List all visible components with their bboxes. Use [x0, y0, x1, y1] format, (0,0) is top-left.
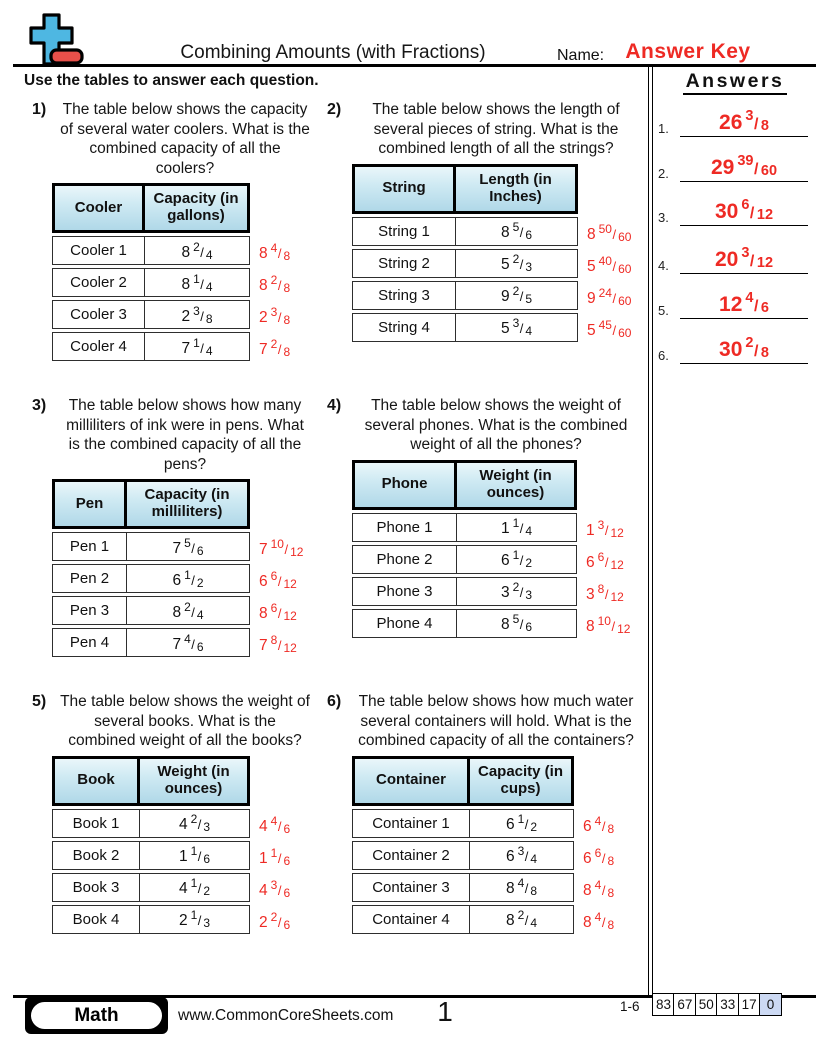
answer-number: 2.: [658, 166, 669, 181]
converted-answers-column: [259, 756, 290, 937]
row-value: [140, 873, 250, 902]
name-value-answer-key: Answer Key: [625, 40, 751, 63]
answers-panel-divider: [648, 67, 653, 996]
row-value: [457, 545, 577, 574]
column-header: Phone: [352, 460, 457, 510]
score-box: 83: [652, 993, 675, 1016]
table-row: [352, 809, 574, 838]
row-label: Cooler 1: [52, 236, 145, 265]
row-value: [470, 905, 574, 934]
table-row: [52, 905, 250, 934]
table-with-answers: [52, 479, 352, 660]
answer-number: 1.: [658, 121, 669, 136]
table-row: [352, 905, 574, 934]
row-label: String 3: [352, 281, 456, 310]
problem-5: [30, 692, 352, 937]
row-value: [127, 596, 250, 625]
table-row: [52, 236, 250, 265]
row-label: String 1: [352, 217, 456, 246]
column-header: Capacity (in gallons): [145, 183, 250, 233]
table-row: [352, 313, 578, 342]
row-label: String 4: [352, 313, 456, 342]
table-row: [352, 281, 578, 310]
row-value: [140, 841, 250, 870]
answer-number: 3.: [658, 210, 669, 225]
question-text: The table below shows the weight of several books. What is the combined weight of all the books?: [60, 693, 310, 750]
converted-answer: 2 $^3$/ 8: [259, 305, 291, 328]
table-with-answers: [352, 164, 647, 345]
row-value: [470, 809, 574, 838]
column-header: Cooler: [52, 183, 145, 233]
data-table: [52, 479, 250, 657]
row-value: [457, 513, 577, 542]
row-value: [470, 841, 574, 870]
row-label: Phone 2: [352, 545, 457, 574]
answer-line: [680, 190, 808, 226]
problem-6: [325, 692, 647, 937]
table-with-answers: [352, 460, 647, 641]
answer-fraction: 12 4/ 6: [719, 290, 769, 316]
row-value: [456, 313, 578, 342]
answer-line: [680, 283, 808, 319]
converted-answer: 4 $^3$/ 6: [259, 877, 291, 900]
row-value: [456, 249, 578, 278]
column-header: Capacity (in cups): [470, 756, 574, 806]
converted-answer: 8 $^6$/ 12: [259, 601, 297, 624]
score-box: 67: [673, 993, 696, 1016]
table-row: [352, 873, 574, 902]
row-label: Phone 4: [352, 609, 457, 638]
answer-number: 6.: [658, 348, 669, 363]
converted-answer: 6 $^6$/ 12: [586, 549, 624, 572]
table-row: [52, 300, 250, 329]
table-header-row: [352, 756, 574, 806]
answer-fraction: 30 2/ 8: [719, 335, 769, 361]
problem-2: [325, 100, 647, 345]
answer-line: [680, 328, 808, 364]
row-label: Pen 1: [52, 532, 127, 561]
row-value: [145, 300, 250, 329]
fraction: 7 $^5$/ 6: [172, 535, 204, 558]
problem-1: [30, 100, 352, 364]
question-text: The table below shows the capacity of several water coolers. What is the combined capacity of all the coolers?: [60, 101, 310, 177]
converted-answer: 8 $^{50}$/ 60: [587, 221, 632, 244]
data-table: [352, 460, 577, 638]
score-box: 17: [738, 993, 761, 1016]
row-label: Cooler 2: [52, 268, 145, 297]
fraction: 3 $^2$/ 3: [500, 580, 533, 603]
column-header: String: [352, 164, 456, 214]
converted-answer: 8 $^2$/ 8: [259, 273, 291, 296]
row-label: Book 3: [52, 873, 140, 902]
table-row: [352, 545, 577, 574]
score-strip: [652, 993, 782, 1016]
table-header-row: [52, 479, 250, 529]
answer-line: [680, 238, 808, 274]
converted-answer: 8 $^4$/ 8: [583, 909, 615, 932]
data-table: [352, 756, 574, 934]
answer-number: 4.: [658, 258, 669, 273]
fraction: 5 $^2$/ 3: [500, 252, 533, 275]
column-header: Capacity (in milliliters): [127, 479, 250, 529]
fraction: 8 $^5$/ 6: [500, 612, 533, 635]
table-row: [52, 873, 250, 902]
converted-answers-column: [586, 460, 630, 641]
score-range-label: 1-6: [620, 999, 640, 1014]
row-label: Book 1: [52, 809, 140, 838]
fraction: 1 $^1$/ 6: [178, 844, 211, 867]
fraction: 5 $^3$/ 4: [500, 316, 533, 339]
table-header-row: [52, 183, 250, 233]
fraction: 9 $^2$/ 5: [500, 284, 533, 307]
row-value: [145, 236, 250, 265]
row-label: Container 4: [352, 905, 470, 934]
answers-heading: Answers: [655, 70, 815, 93]
row-value: [145, 332, 250, 361]
fraction: 1 $^1$/ 4: [500, 516, 533, 539]
table-row: [352, 841, 574, 870]
math-badge-label: Math: [31, 1002, 162, 1029]
table-row: [52, 564, 250, 593]
table-header-row: [52, 756, 250, 806]
converted-answer: 6 $^6$/ 8: [583, 845, 615, 868]
row-value: [127, 532, 250, 561]
column-header: Weight (in ounces): [457, 460, 577, 510]
row-label: Cooler 3: [52, 300, 145, 329]
answer-fraction: 30 6/ 12: [714, 197, 774, 223]
row-label: Book 2: [52, 841, 140, 870]
converted-answer: 8 $^{10}$/ 12: [586, 613, 631, 636]
row-value: [145, 268, 250, 297]
problem-3: [30, 396, 352, 660]
table-row: [352, 513, 577, 542]
table-row: [52, 268, 250, 297]
column-header: Weight (in ounces): [140, 756, 250, 806]
converted-answer: 8 $^4$/ 8: [259, 241, 291, 264]
math-badge: [25, 997, 168, 1034]
problem-number: 2): [327, 101, 342, 118]
question-text: The table below shows how many milliliters of ink were in pens. What is the combined capacity of all the pens?: [66, 397, 304, 473]
site-url: www.CommonCoreSheets.com: [178, 1007, 394, 1024]
fraction: 7 $^1$/ 4: [181, 335, 213, 358]
plus-minus-math-logo-icon: [20, 12, 84, 67]
table-row: [52, 596, 250, 625]
fraction: 6 $^1$/ 2: [172, 567, 204, 590]
fraction: 7 $^4$/ 6: [172, 631, 204, 654]
converted-answer: 6 $^4$/ 8: [583, 813, 615, 836]
row-label: String 2: [352, 249, 456, 278]
answer-fraction: 29 39/ 60: [710, 153, 778, 179]
row-value: [127, 628, 250, 657]
fraction: 2 $^1$/ 3: [178, 908, 211, 931]
answer-line: [680, 101, 808, 137]
converted-answer: 5 $^{45}$/ 60: [587, 317, 632, 340]
table-row: [352, 217, 578, 246]
score-box: 50: [695, 993, 718, 1016]
table-row: [352, 609, 577, 638]
converted-answers-column: [259, 183, 290, 364]
row-label: Phone 3: [352, 577, 457, 606]
row-value: [457, 577, 577, 606]
table-with-answers: [352, 756, 647, 937]
problem-number: 1): [32, 101, 47, 118]
data-table: [352, 164, 578, 342]
fraction: 8 $^1$/ 4: [181, 271, 213, 294]
question-text: The table below shows how much water several containers will hold. What is the combined capacity of all the containers?: [358, 693, 634, 750]
converted-answer: 8 $^4$/ 8: [583, 877, 615, 900]
problem-number: 3): [32, 397, 47, 414]
problem-4: [325, 396, 647, 641]
fraction: 8 $^4$/ 8: [505, 876, 538, 899]
fraction: 4 $^2$/ 3: [178, 812, 211, 835]
converted-answer: 1 $^3$/ 12: [586, 517, 624, 540]
row-value: [140, 905, 250, 934]
table-row: [352, 577, 577, 606]
converted-answer: 1 $^1$/ 6: [259, 845, 291, 868]
table-row: [52, 532, 250, 561]
column-header: Length (in Inches): [456, 164, 578, 214]
name-label: Name:: [557, 47, 605, 64]
converted-answer: 7 $^2$/ 8: [259, 337, 291, 360]
converted-answer: 2 $^2$/ 6: [259, 909, 291, 932]
question-text: The table below shows the weight of several phones. What is the combined weight of all the phones?: [364, 397, 628, 454]
fraction: 4 $^1$/ 2: [178, 876, 211, 899]
table-row: [52, 809, 250, 838]
row-value: [456, 281, 578, 310]
instructions: Use the tables to answer each question.: [24, 72, 319, 89]
table-with-answers: [52, 756, 352, 937]
column-header: Book: [52, 756, 140, 806]
score-box: 0: [759, 993, 782, 1016]
row-label: Container 2: [352, 841, 470, 870]
converted-answer: 6 $^6$/ 12: [259, 569, 297, 592]
converted-answers-column: [583, 756, 614, 937]
table-row: [352, 249, 578, 278]
row-label: Cooler 4: [52, 332, 145, 361]
table-row: [52, 841, 250, 870]
converted-answer: 7 $^{10}$/ 12: [259, 537, 304, 560]
answer-number: 5.: [658, 303, 669, 318]
row-label: Pen 4: [52, 628, 127, 657]
row-label: Phone 1: [352, 513, 457, 542]
data-table: [52, 756, 250, 934]
fraction: 8 $^2$/ 4: [181, 239, 213, 262]
answer-fraction: 20 3/ 12: [714, 245, 774, 271]
problem-number: 4): [327, 397, 342, 414]
fraction: 6 $^1$/ 2: [500, 548, 533, 571]
converted-answer: 3 $^8$/ 12: [586, 581, 624, 604]
fraction: 8 $^5$/ 6: [500, 220, 533, 243]
converted-answers-column: [259, 479, 303, 660]
data-table: [52, 183, 250, 361]
table-with-answers: [52, 183, 352, 364]
page-number: 1: [437, 996, 453, 1027]
answer-line: [680, 146, 808, 182]
table-row: [52, 332, 250, 361]
converted-answer: 7 $^8$/ 12: [259, 633, 297, 656]
column-header: Pen: [52, 479, 127, 529]
fraction: 2 $^3$/ 8: [181, 303, 213, 326]
page-title: Combining Amounts (with Fractions): [180, 42, 486, 63]
table-row: [52, 628, 250, 657]
row-label: Pen 2: [52, 564, 127, 593]
row-label: Container 3: [352, 873, 470, 902]
row-value: [456, 217, 578, 246]
table-header-row: [352, 460, 577, 510]
row-label: Pen 3: [52, 596, 127, 625]
fraction: 6 $^3$/ 4: [505, 844, 538, 867]
row-value: [127, 564, 250, 593]
row-value: [457, 609, 577, 638]
problem-number: 5): [32, 693, 47, 710]
problem-number: 6): [327, 693, 342, 710]
fraction: 8 $^2$/ 4: [172, 599, 204, 622]
row-label: Container 1: [352, 809, 470, 838]
converted-answer: 4 $^4$/ 6: [259, 813, 291, 836]
fraction: 6 $^1$/ 2: [505, 812, 538, 835]
table-header-row: [352, 164, 578, 214]
row-value: [470, 873, 574, 902]
fraction: 8 $^2$/ 4: [505, 908, 538, 931]
converted-answer: 9 $^{24}$/ 60: [587, 285, 632, 308]
answer-fraction: 26 3/ 8: [719, 108, 769, 134]
score-box: 33: [716, 993, 739, 1016]
row-value: [140, 809, 250, 838]
converted-answers-column: [587, 164, 631, 345]
converted-answer: 5 $^{40}$/ 60: [587, 253, 632, 276]
header-rule: [13, 64, 816, 67]
column-header: Container: [352, 756, 470, 806]
question-text: The table below shows the length of several pieces of string. What is the combined length of all the strings?: [372, 101, 620, 158]
row-label: Book 4: [52, 905, 140, 934]
